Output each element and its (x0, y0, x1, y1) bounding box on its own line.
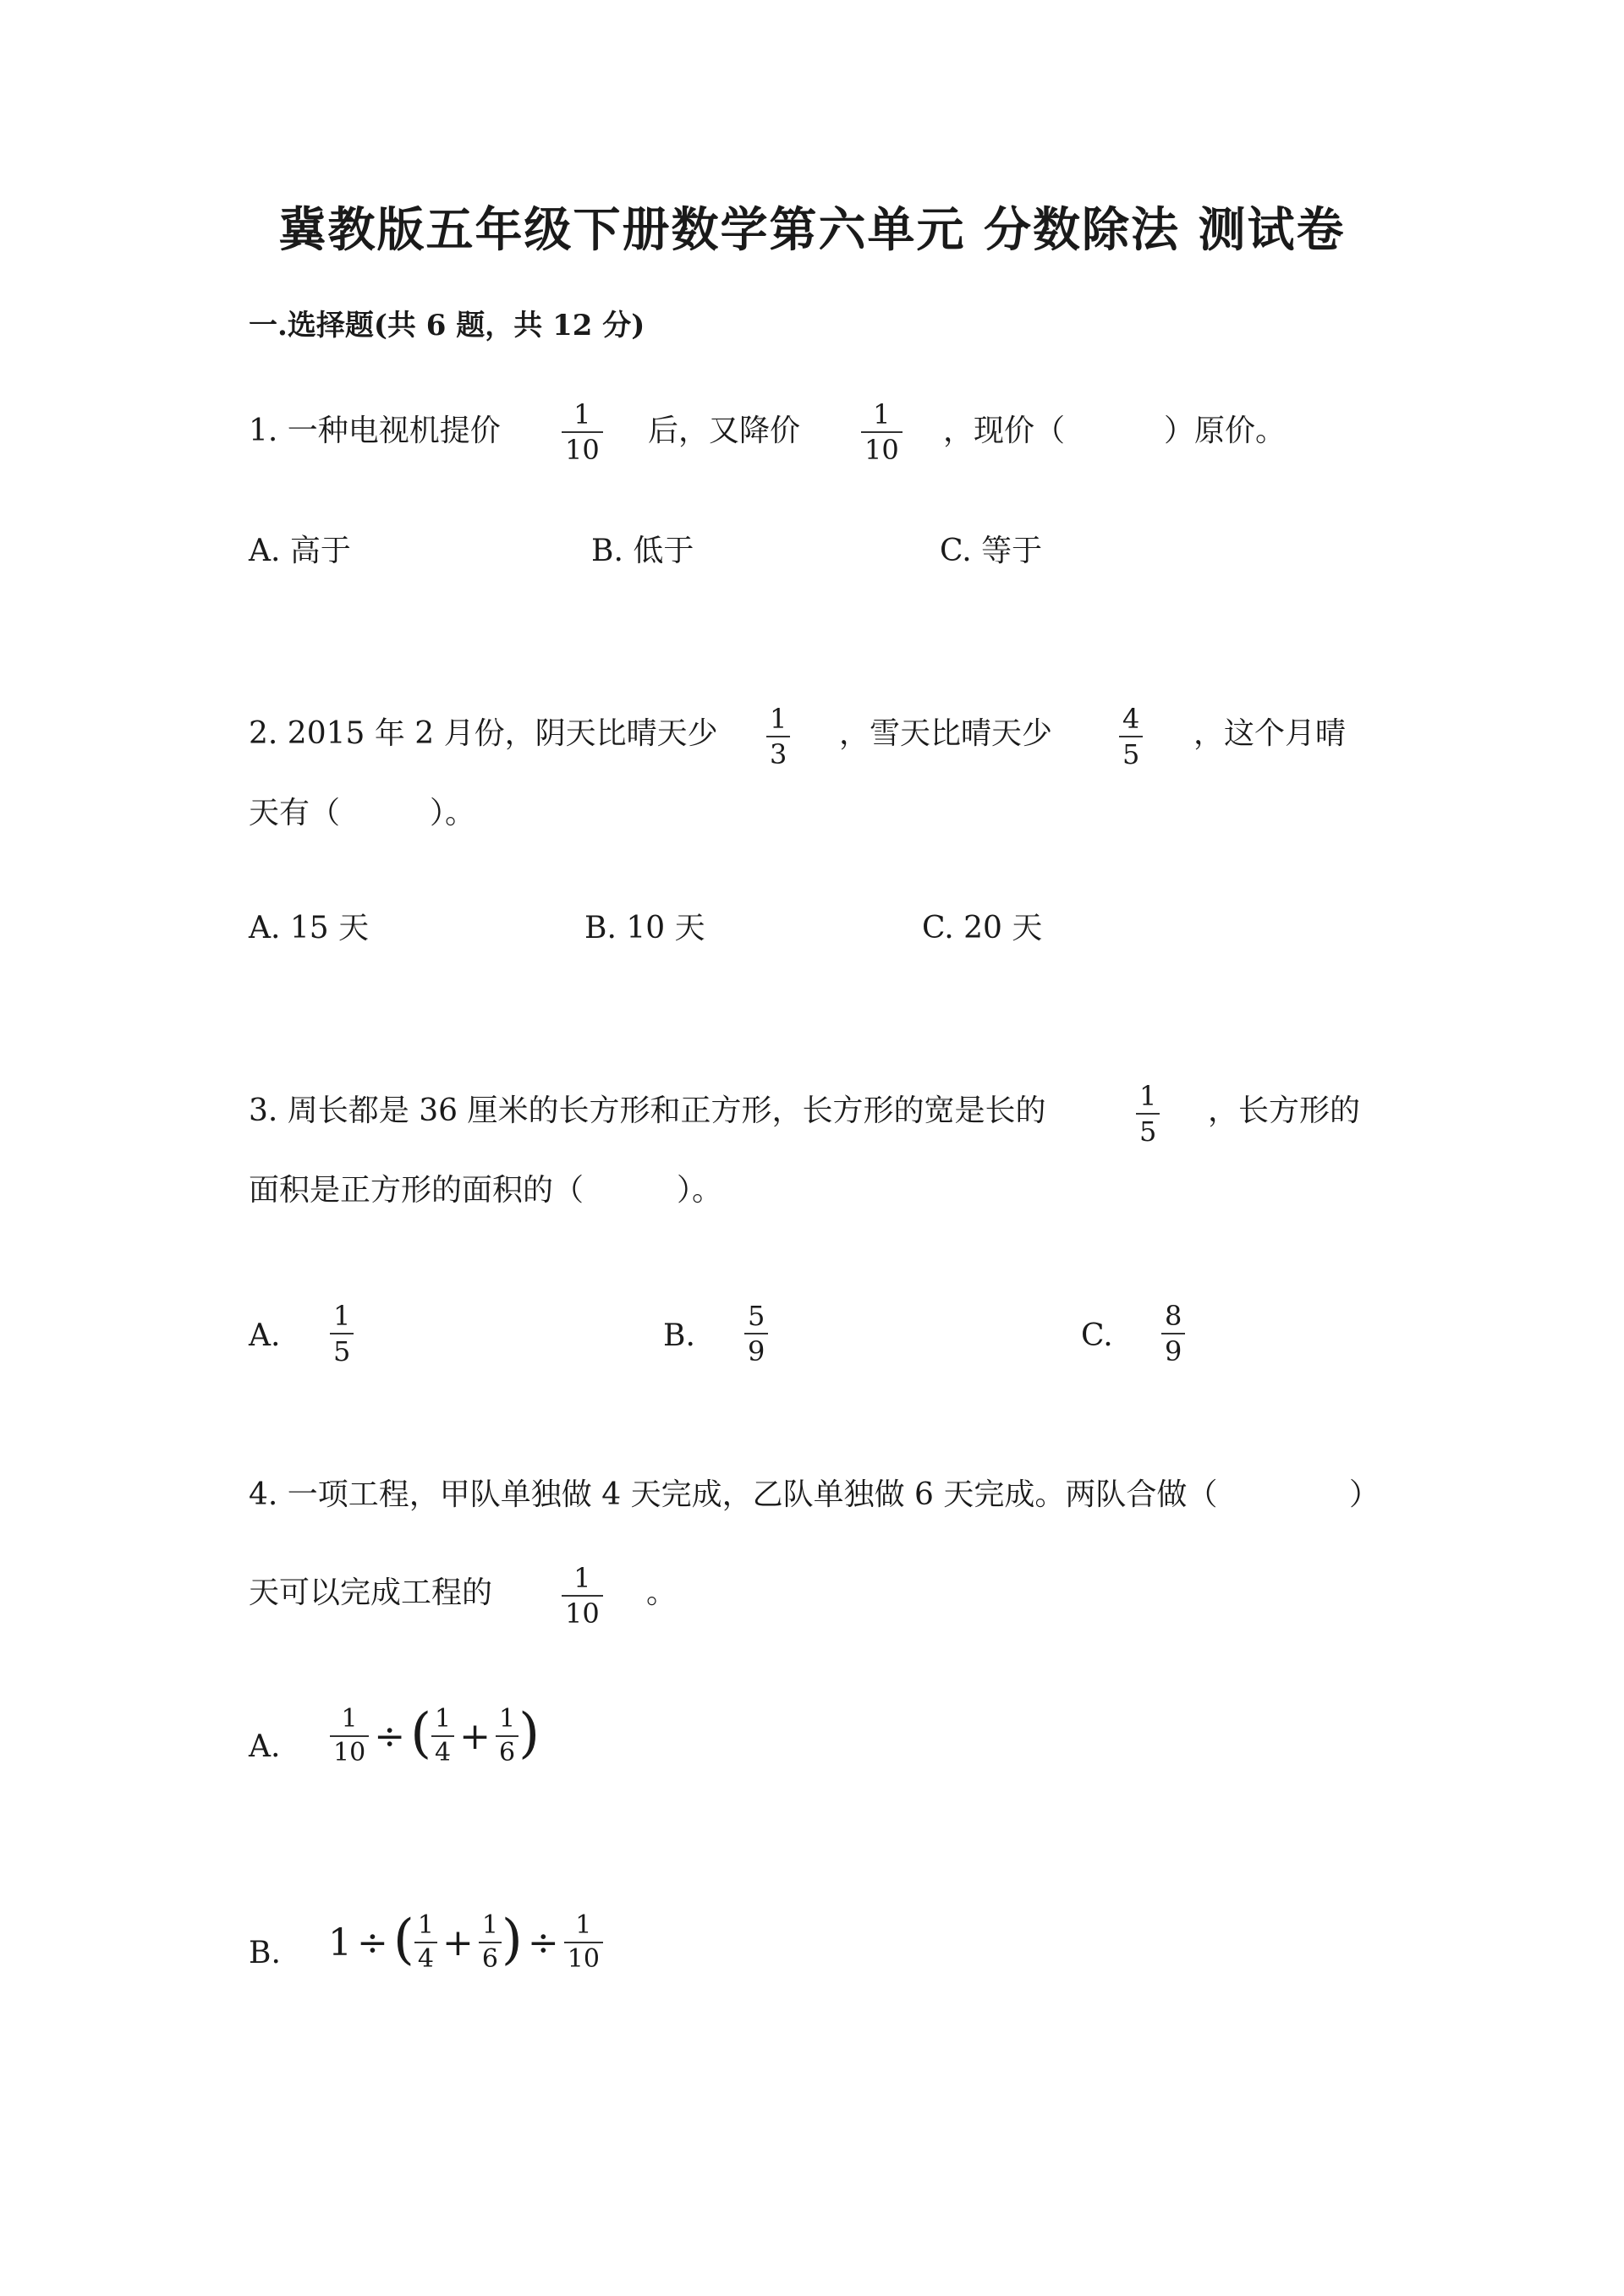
q4-option-b-label[interactable]: B. (249, 1936, 281, 1970)
q2-option-c[interactable]: C. 20 天 (922, 911, 1043, 945)
q4-text-3: 天可以完成工程的 (249, 1575, 493, 1610)
q4-text-2: ） (1349, 1477, 1380, 1512)
q4-option-a-label[interactable]: A. (249, 1729, 281, 1764)
q2-text-4: 天有（ (249, 796, 341, 830)
q4-fraction-1: $\frac{1}{10}$ (562, 1564, 603, 1627)
expr-fraction: $\frac{1}{6}$ (496, 1707, 518, 1766)
q1-text-4: ）原价。 (1164, 414, 1287, 448)
right-paren: ) (518, 1702, 540, 1765)
q2-text-1: 2. 2015 年 2 月份，阴天比晴天少 (249, 716, 718, 751)
q3-option-a-label[interactable]: A. (249, 1318, 281, 1353)
q2-fraction-1: $\frac{1}{3}$ (766, 705, 790, 768)
q1-option-a[interactable]: A. 高于 (249, 534, 351, 568)
q2-option-b[interactable]: B. 10 天 (584, 911, 705, 945)
q3-option-c-label[interactable]: C. (1081, 1318, 1113, 1353)
expr-fraction: $\frac{1}{6}$ (479, 1913, 502, 1972)
q2-option-a[interactable]: A. 15 天 (249, 911, 370, 945)
divide-sign: ÷ (527, 1921, 559, 1964)
q3-text-1: 3. 周长都是 36 厘米的长方形和正方形，长方形的宽是长的 (249, 1093, 1046, 1128)
left-paren: ( (410, 1702, 432, 1765)
divide-sign: ÷ (374, 1714, 406, 1758)
q4-text-1: 4. 一项工程，甲队单独做 4 天完成，乙队单独做 6 天完成。两队合做（ (249, 1477, 1218, 1512)
q2-text-2: ，雪天比晴天少 (839, 716, 1053, 751)
q2-text-5: ）。 (430, 796, 476, 830)
q3-option-a-fraction[interactable]: $\frac{1}{5}$ (330, 1302, 354, 1365)
q3-text-2: ，长方形的 (1208, 1093, 1361, 1128)
page-title: 冀教版五年级下册数学第六单元 分数除法 测试卷 (278, 202, 1346, 258)
q3-option-b-label[interactable]: B. (663, 1318, 695, 1353)
q3-text-4: ）。 (677, 1173, 723, 1208)
q3-option-c-fraction[interactable]: $\frac{8}{9}$ (1161, 1302, 1185, 1365)
expr-fraction: $\frac{1}{10}$ (564, 1913, 603, 1972)
plus-sign: + (442, 1921, 474, 1964)
q3-option-b-fraction[interactable]: $\frac{5}{9}$ (744, 1302, 768, 1365)
q4-text-4: 。 (646, 1575, 678, 1610)
expr-fraction: $\frac{1}{4}$ (414, 1913, 437, 1972)
q1-option-b[interactable]: B. 低于 (591, 534, 694, 568)
q1-text-1: 1. 一种电视机提价 (249, 414, 501, 448)
plus-sign: + (459, 1714, 491, 1758)
section-heading: 一.选择题(共 6 题，共 12 分) (249, 309, 645, 342)
expr-number: 1 (328, 1921, 352, 1964)
q1-option-c[interactable]: C. 等于 (940, 534, 1043, 568)
q2-fraction-2: $\frac{4}{5}$ (1119, 705, 1143, 768)
right-paren: ) (501, 1909, 523, 1971)
q4-option-a-expression[interactable] (330, 1702, 540, 1767)
q2-text-3: ，这个月晴 (1193, 716, 1347, 751)
left-paren: ( (392, 1909, 414, 1971)
q1-fraction-1: $\frac{1}{10}$ (562, 401, 603, 463)
q1-text-2: 后，又降价 (648, 414, 801, 448)
q1-text-3: ，现价（ (943, 414, 1066, 448)
q3-text-3: 面积是正方形的面积的（ (249, 1173, 584, 1208)
expr-fraction: $\frac{1}{4}$ (431, 1707, 454, 1766)
divide-sign: ÷ (357, 1921, 388, 1964)
expr-fraction: $\frac{1}{10}$ (330, 1707, 369, 1766)
q4-option-b-expression[interactable] (328, 1909, 603, 1974)
q1-fraction-2: $\frac{1}{10}$ (861, 401, 903, 463)
q3-fraction-1: $\frac{1}{5}$ (1136, 1082, 1160, 1145)
